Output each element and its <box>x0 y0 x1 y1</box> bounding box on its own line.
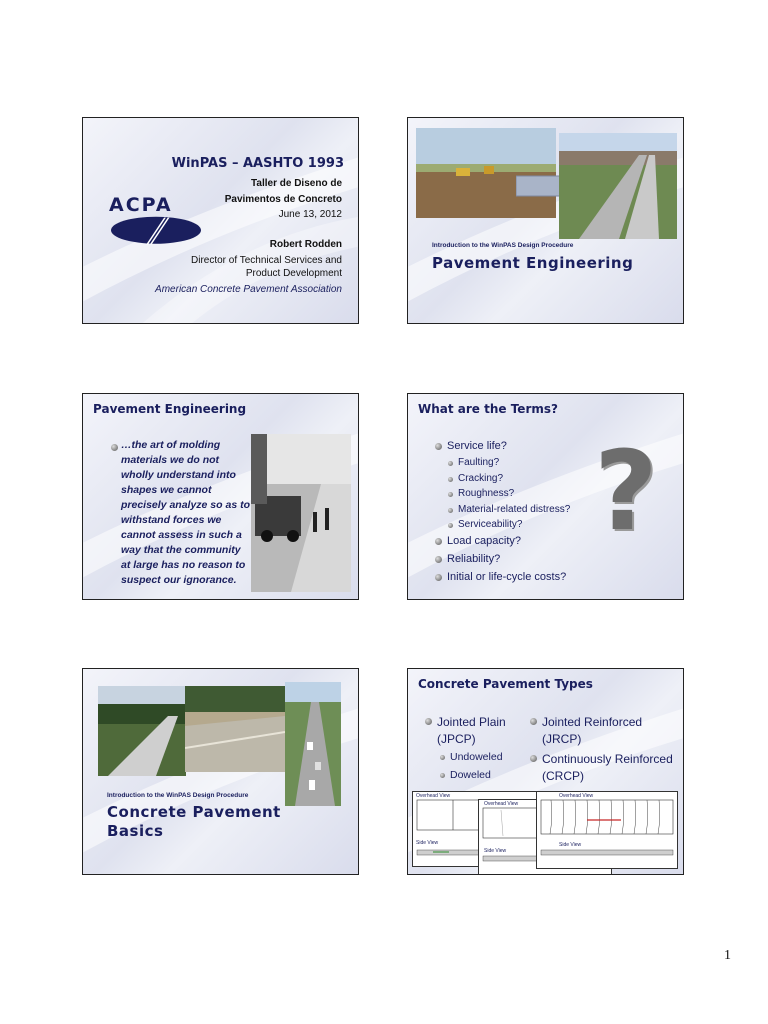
term-item: Reliability? <box>435 553 500 565</box>
slide-title: Concrete Pavement Types <box>418 677 593 691</box>
bullet-icon <box>435 538 442 545</box>
type-item: Continuously Reinforced <box>530 752 673 766</box>
slide-title-line-2: Basics <box>107 822 164 840</box>
slide-title: WinPAS – AASHTO 1993 <box>171 156 344 171</box>
term-subitem: Roughness? <box>448 488 514 499</box>
type-item: Jointed Reinforced <box>530 715 642 729</box>
side-view-label: Side View <box>559 842 582 848</box>
bullet-icon <box>448 461 453 466</box>
slide-title-line-1: Concrete Pavement <box>107 803 281 821</box>
slide-4 <box>407 393 684 600</box>
slide-subtitle: Introduction to the WinPAS Design Procedure <box>107 792 249 799</box>
presenter-name: Robert Rodden <box>269 239 342 250</box>
concrete-road-photo <box>185 686 285 772</box>
quote-line: suspect our ignorance. <box>121 574 237 586</box>
organization: American Concrete Pavement Association <box>155 284 342 295</box>
side-view-label: Side View <box>416 840 439 846</box>
quote-line: materials we do not <box>121 454 220 466</box>
term-subitem: Material-related distress? <box>448 504 570 515</box>
side-view-label: Side View <box>484 848 507 854</box>
bullet-icon <box>530 755 537 762</box>
term-subitem: Serviceability? <box>448 519 522 530</box>
rural-road-photo <box>98 686 186 776</box>
workshop-line-2: Pavimentos de Concreto <box>224 194 342 205</box>
acpa-logo-text: ACPA <box>109 194 173 216</box>
quote-line: shapes we cannot <box>121 484 212 496</box>
bullet-icon <box>530 718 537 725</box>
bullet-icon <box>448 477 453 482</box>
quote-line: withstand forces we <box>121 514 222 526</box>
slide-2 <box>407 117 684 324</box>
slide-1 <box>82 117 359 324</box>
slide-5 <box>82 668 359 875</box>
bullet-icon <box>440 773 445 778</box>
bullet-icon <box>435 574 442 581</box>
page-number: 1 <box>724 948 731 963</box>
term-item: Service life? <box>435 440 507 452</box>
bullet-icon <box>111 444 118 451</box>
paving-crew-photo <box>251 434 351 592</box>
bullet-icon <box>448 523 453 528</box>
bullet-icon <box>440 755 445 760</box>
quote-text <box>121 438 256 588</box>
workshop-line-1: Taller de Diseno de <box>251 178 342 189</box>
bullet-icon <box>435 556 442 563</box>
date: June 13, 2012 <box>278 209 342 220</box>
highway-photo <box>559 133 677 239</box>
bullet-icon <box>435 443 442 450</box>
question-mark-icon: ? <box>594 427 658 555</box>
type-item-abbr: (JPCP) <box>437 732 476 746</box>
slide-6 <box>407 668 684 875</box>
slide-title: Pavement Engineering <box>93 402 247 416</box>
overhead-view-label: Overhead View <box>416 793 451 799</box>
slide-subtitle: Introduction to the WinPAS Design Procedure <box>432 242 574 249</box>
bullet-icon <box>425 718 432 725</box>
bullet-icon <box>448 492 453 497</box>
acpa-logo <box>105 194 207 252</box>
quote-line: wholly understand into <box>121 469 236 481</box>
acpa-logo-mark <box>105 214 207 250</box>
crcp-drawing <box>537 792 677 868</box>
quote-line: at large has no reason to <box>121 559 246 571</box>
quote-line: precisely analyze so as to <box>121 499 250 511</box>
type-item-abbr: (CRCP) <box>542 769 584 783</box>
overhead-view-label: Overhead View <box>559 793 594 799</box>
type-item-abbr: (JRCP) <box>542 732 582 746</box>
slide-title: Pavement Engineering <box>432 254 634 272</box>
overhead-view-label: Overhead View <box>484 801 519 807</box>
role-line-1: Director of Technical Services and <box>191 255 342 266</box>
bullet-icon <box>448 508 453 513</box>
term-subitem: Cracking? <box>448 473 503 484</box>
highway-traffic-photo <box>285 682 341 806</box>
term-item: Load capacity? <box>435 535 521 547</box>
type-item: Jointed Plain <box>425 715 506 729</box>
slide-3 <box>82 393 359 600</box>
term-item: Initial or life-cycle costs? <box>435 571 566 583</box>
type-subitem: Doweled <box>440 769 491 781</box>
quote-line: …the art of molding <box>121 439 221 451</box>
role-line-2: Product Development <box>245 268 342 279</box>
quote-line: way that the community <box>121 544 241 556</box>
crcp-diagram <box>536 791 678 869</box>
quote-line: cannot assess in such a <box>121 529 242 541</box>
term-subitem: Faulting? <box>448 457 499 468</box>
type-subitem: Undoweled <box>440 751 503 763</box>
slide-title: What are the Terms? <box>418 402 558 416</box>
